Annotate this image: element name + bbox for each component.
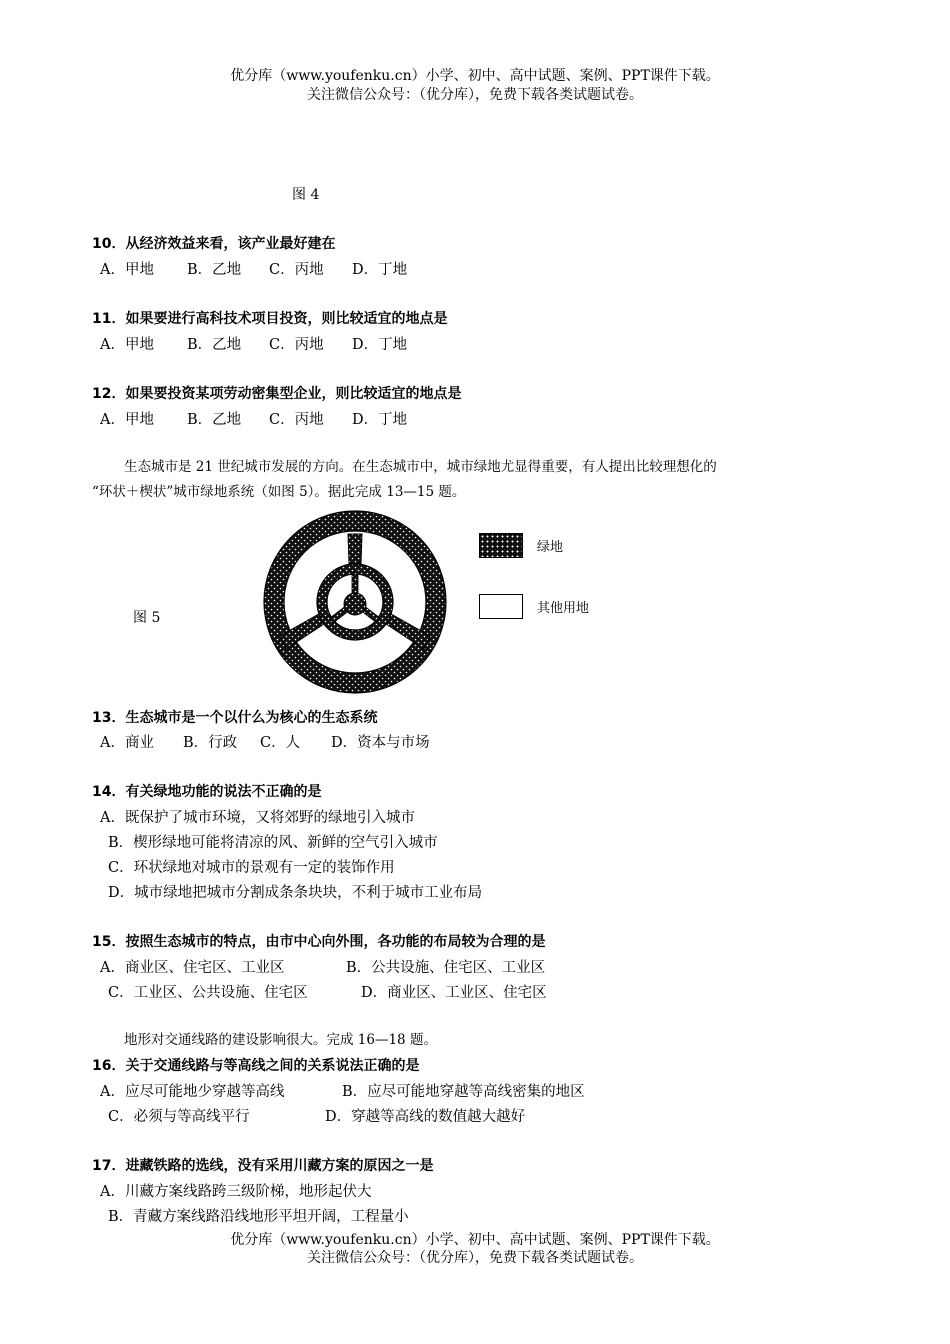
- q10-option-b: B．乙地: [187, 262, 242, 278]
- question-12-title: 12．如果要投资某项劳动密集型企业，则比较适宜的地点是: [92, 386, 462, 402]
- q11-option-a: A．甲地: [100, 337, 154, 353]
- question-13-title: 13．生态城市是一个以什么为核心的生态系统: [92, 710, 378, 726]
- q16-option-c: C．必须与等高线平行: [108, 1109, 250, 1125]
- footer-line-1: 优分库（www.youfenku.cn）小学、初中、高中试题、案例、PPT课件下载。: [230, 1232, 720, 1248]
- figure-5-diagram: [258, 506, 448, 698]
- q10-option-a: A．甲地: [100, 262, 154, 278]
- center-green: [344, 593, 366, 615]
- q15-option-c: C．工业区、公共设施、住宅区: [108, 985, 308, 1001]
- q13-option-a: A．商业: [100, 735, 154, 751]
- q11-option-b: B．乙地: [187, 337, 242, 353]
- q15-option-d: D．商业区、工业区、住宅区: [361, 985, 547, 1001]
- header-line-1: 优分库（www.youfenku.cn）小学、初中、高中试题、案例、PPT课件下载。: [230, 68, 720, 84]
- question-17-title: 17．进藏铁路的选线，没有采用川藏方案的原因之一是: [92, 1158, 434, 1174]
- q10-option-d: D．丁地: [352, 262, 408, 278]
- q13-option-d: D．资本与市场: [331, 735, 430, 751]
- question-11-title: 11．如果要进行高科技术项目投资，则比较适宜的地点是: [92, 311, 448, 327]
- question-14-title: 14．有关绿地功能的说法不正确的是: [92, 784, 322, 800]
- q10-option-c: C．丙地: [269, 262, 324, 278]
- question-10-title: 10．从经济效益来看，该产业最好建在: [92, 236, 336, 252]
- question-16-title: 16．关于交通线路与等高线之间的关系说法正确的是: [92, 1058, 420, 1074]
- q16-option-b: B．应尽可能地穿越等高线密集的地区: [342, 1084, 585, 1100]
- q13-option-b: B．行政: [183, 735, 238, 751]
- q16-option-d: D．穿越等高线的数值越大越好: [325, 1109, 526, 1125]
- q17-option-b: B．青藏方案线路沿线地形平坦开阔，工程量小: [108, 1209, 409, 1225]
- wedge-green-top: [348, 534, 362, 564]
- header-line-2: 关注微信公众号：（优分库），免费下载各类试题试卷。: [307, 87, 643, 103]
- footer-line-2: 关注微信公众号：（优分库），免费下载各类试题试卷。: [307, 1250, 643, 1266]
- q12-option-c: C．丙地: [269, 412, 324, 428]
- passage-1-line-1: 生态城市是 21 世纪城市发展的方向。在生态城市中，城市绿地尤显得重要，有人提出比较理想化的: [124, 459, 717, 475]
- legend-other-swatch: [479, 594, 523, 619]
- legend-other-label: 其他用地: [537, 601, 590, 616]
- q14-option-c: C．环状绿地对城市的景观有一定的装饰作用: [108, 860, 395, 876]
- q16-option-a: A．应尽可能地少穿越等高线: [100, 1084, 285, 1100]
- q15-option-a: A．商业区、住宅区、工业区: [100, 960, 285, 976]
- q13-option-c: C．人: [260, 735, 301, 751]
- spoke-top: [352, 573, 358, 594]
- figure-4-label: 图 4: [292, 187, 320, 203]
- legend-green-swatch: [479, 533, 523, 558]
- legend-green-label: 绿地: [537, 540, 564, 555]
- q17-option-a: A．川藏方案线路跨三级阶梯，地形起伏大: [100, 1184, 372, 1200]
- q14-option-d: D．城市绿地把城市分割成条条块块，不利于城市工业布局: [108, 885, 483, 901]
- q11-option-c: C．丙地: [269, 337, 324, 353]
- q15-option-b: B．公共设施、住宅区、工业区: [346, 960, 546, 976]
- q12-option-a: A．甲地: [100, 412, 154, 428]
- q11-option-d: D．丁地: [352, 337, 408, 353]
- q12-option-d: D．丁地: [352, 412, 408, 428]
- q12-option-b: B．乙地: [187, 412, 242, 428]
- passage-1-line-2: “环状＋楔状”城市绿地系统（如图 5）。据此完成 13—15 题。: [92, 484, 466, 500]
- q14-option-a: A．既保护了城市环境，又将郊野的绿地引入城市: [100, 810, 415, 826]
- question-15-title: 15．按照生态城市的特点，由市中心向外围，各功能的布局较为合理的是: [92, 934, 546, 950]
- figure-5-label: 图 5: [133, 610, 161, 626]
- q14-option-b: B．楔形绿地可能将清凉的风、新鲜的空气引入城市: [108, 835, 438, 851]
- passage-2-line-1: 地形对交通线路的建设影响很大。完成 16—18 题。: [124, 1032, 437, 1048]
